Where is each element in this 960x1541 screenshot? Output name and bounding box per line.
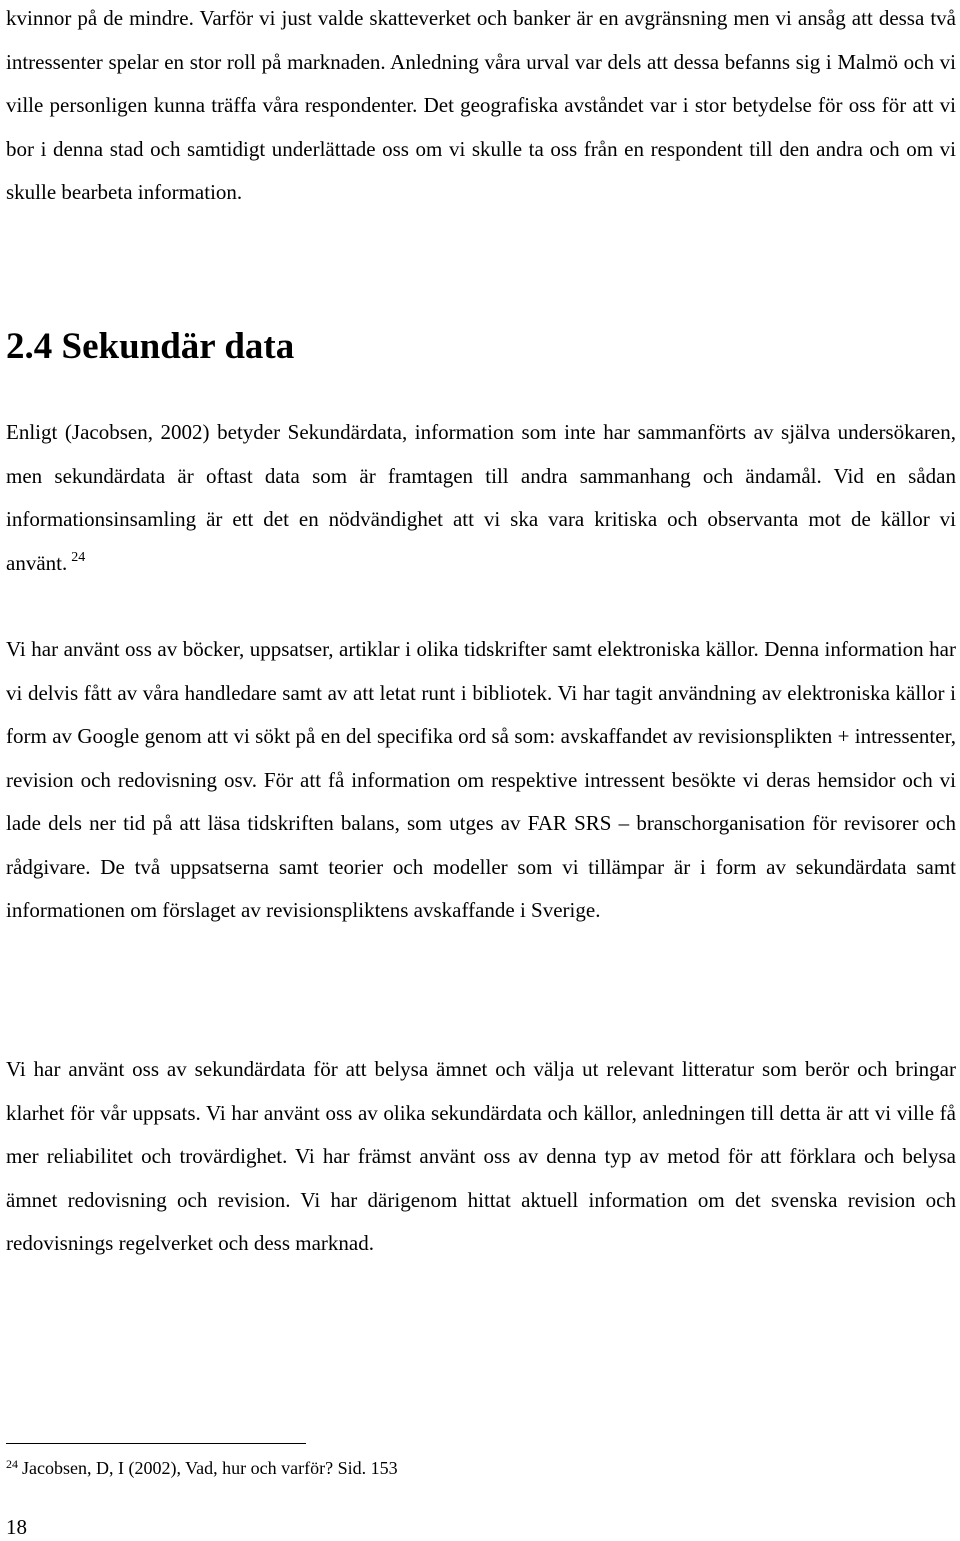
section-paragraph-1-text: Enligt (Jacobsen, 2002) betyder Sekundärdata, information som inte har sammanförts av själva undersökaren, men sekundärdata är oftast data som är framtagen till andra sammanhang och ändamål. Vid en sådan informationsinsamling är ett det en nödvändighet att vi ska vara kritiska och observanta mot de källor vi använt. xyxy=(6,420,956,575)
footnote-reference[interactable]: 24 xyxy=(71,549,86,565)
intro-paragraph: kvinnor på de mindre. Varför vi just valde skatteverket och banker är en avgränsning men vi ansåg att dessa två intressenter spelar en stor roll på marknaden. Anledning våra urval var dels att dessa befanns sig i Malmö och vi ville personligen kunna träffa våra respondenter. Det geografiska avståndet var i stor betydelse för oss för att vi bor i denna stad och samtidigt underlättade oss om vi skulle ta oss från en respondent till den andra och om vi skulle bearbeta information. xyxy=(6,6,956,204)
footnote-number: 24 xyxy=(6,1457,18,1471)
section-paragraph-2: Vi har använt oss av böcker, uppsatser, artiklar i olika tidskrifter samt elektroniska källor. Denna information har vi delvis fått av våra handledare samt av att letat runt i bibliotek. Vi har tagit användning av elektroniska källor i form av Google genom att vi sökt på en del specifika ord så som: avskaffandet av revisionsplikten + intressenter, revision och redovisning osv. För att få information om respektive intressent besökte vi deras hemsidor och vi lade dels ner tid på att läsa tidskriften balans, som utges av FAR SRS – branschorganisation för revisorer och rådgivare. De två uppsatserna samt teorier och modeller som vi tillämpar är i form av sekundärdata samt informationen om förslaget av revisionspliktens avskaffande i Sverige. xyxy=(6,637,956,922)
footnote-separator xyxy=(6,1443,306,1444)
section-paragraph-3: Vi har använt oss av sekundärdata för att belysa ämnet och välja ut relevant litteratur som berör och bringar klarhet för vår uppsats. Vi har använt oss av olika sekundärdata och källor, anledningen till detta är att vi ville få mer reliabilitet och trovärdighet. Vi har främst använt oss av denna typ av metod för att förklara och belysa ämnet redovisning och revision. Vi har därigenom hittat aktuell information om det svenska revision och redovisnings regelverket och dess marknad. xyxy=(6,1057,956,1255)
section-heading: 2.4 Sekundär data xyxy=(6,326,295,367)
section-paragraph-1 xyxy=(6,411,956,585)
footnote-text: Jacobsen, D, I (2002), Vad, hur och varför? Sid. 153 xyxy=(22,1458,398,1478)
page-number: 18 xyxy=(6,1515,27,1539)
footnote xyxy=(6,1456,398,1480)
